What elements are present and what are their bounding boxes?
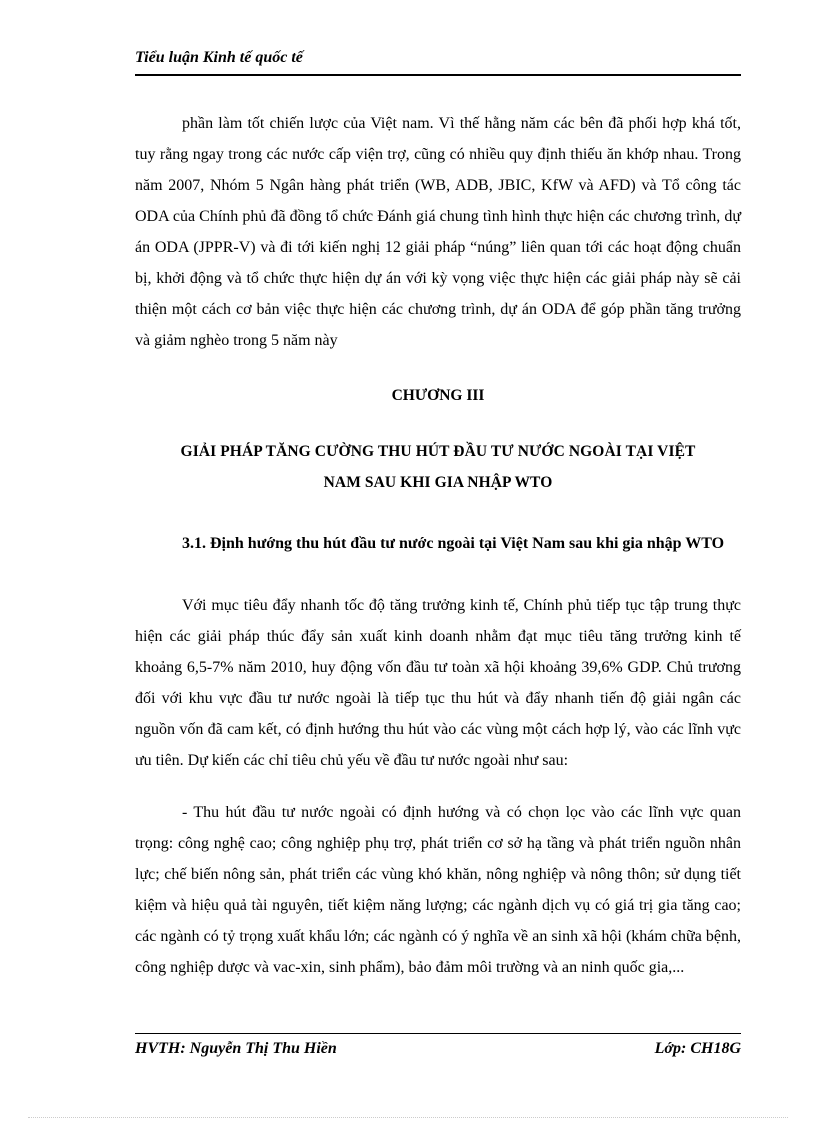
page-bottom-border (28, 1117, 788, 1118)
footer-author: HVTH: Nguyễn Thị Thu Hiền (135, 1040, 337, 1057)
page-footer (135, 1033, 741, 1064)
paragraph-objectives: Với mục tiêu đẩy nhanh tốc độ tăng trưởng kinh tế, Chính phủ tiếp tục tập trung thực hiện các giải pháp thúc đẩy sản xuất kinh doanh nhằm đạt mục tiêu tăng trưởng kinh tế khoảng 6,5-7% năm 2010, huy động vốn đầu tư toàn xã hội khoảng 39,6% GDP. Chủ trương đối với khu vực đầu tư nước ngoài là tiếp tục thu hút và đẩy nhanh tiến độ giải ngân các nguồn vốn đã cam kết, có định hướng thu hút vào các vùng một cách hợp lý, vào các lĩnh vực ưu tiên. Dự kiến các chỉ tiêu chủ yếu về đầu tư nước ngoài như sau: (135, 597, 741, 769)
paragraph-intro: phần làm tốt chiến lược của Việt nam. Vì thế hằng năm các bên đã phối hợp khá tốt, tuy rằng ngay trong các nước cấp viện trợ, cũng có nhiều quy định thiếu ăn khớp nhau. Trong năm 2007, Nhóm 5 Ngân hàng phát triển (WB, ADB, JBIC, KfW và AFD) và Tổ công tác ODA của Chính phủ đã đồng tổ chức Đánh giá chung tình hình thực hiện các chương trình, dự án ODA (JPPR-V) và đi tới kiến nghị 12 giải pháp “núng” liên quan tới các hoạt động chuẩn bị, khởi động và tổ chức thực hiện dự án với kỳ vọng việc thực hiện các giải pháp này sẽ cải thiện một cách cơ bản việc thực hiện các chương trình, dự án ODA để góp phần tăng trưởng và giảm nghèo trong 5 năm này (135, 115, 741, 349)
section-heading: 3.1. Định hướng thu hút đầu tư nước ngoài tại Việt Nam sau khi gia nhập WTO (182, 535, 725, 552)
chapter-title (135, 436, 741, 498)
chapter-title-line-1: GIẢI PHÁP TĂNG CƯỜNG THU HÚT ĐẦU TƯ NƯỚC NGOÀI TẠI VIỆT (180, 443, 696, 460)
chapter-number: CHƯƠNG III (391, 387, 485, 404)
page-header (135, 46, 741, 76)
header-title: Tiểu luận Kinh tế quốc tế (135, 49, 303, 66)
paragraph-bullet-fdi: - Thu hút đầu tư nước ngoài có định hướng và có chọn lọc vào các lĩnh vực quan trọng: công nghệ cao; công nghiệp phụ trợ, phát triển cơ sở hạ tầng và phát triển nguồn nhân lực; chế biến nông sản, phát triển các vùng khó khăn, nông nghiệp và nông thôn; sử dụng tiết kiệm và hiệu quả tài nguyên, tiết kiệm năng lượng; các ngành dịch vụ có giá trị gia tăng cao; các ngành có tỷ trọng xuất khẩu lớn; các ngành có ý nghĩa về an sinh xã hội (khám chữa bệnh, công nghiệp dược và vac-xin, sinh phẩm), bảo đảm môi trường và an ninh quốc gia,... (135, 804, 741, 976)
chapter-title-line-2: NAM SAU KHI GIA NHẬP WTO (323, 474, 553, 491)
footer-class: Lớp: CH18G (654, 1040, 741, 1057)
